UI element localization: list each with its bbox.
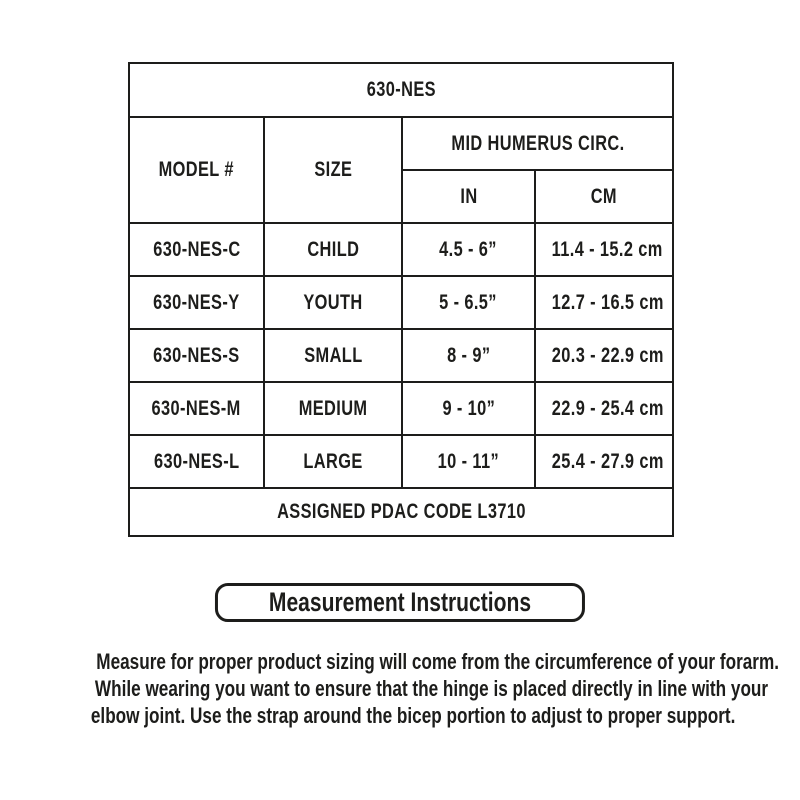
cell-cm bbox=[535, 223, 673, 276]
in-value: 10 - 11” bbox=[437, 449, 500, 473]
size-value: YOUTH bbox=[303, 290, 363, 314]
pdac-code-cell bbox=[129, 488, 673, 536]
cell-in bbox=[402, 329, 535, 382]
in-value: 9 - 10” bbox=[442, 396, 495, 420]
cm-value: 20.3 - 22.9 cm bbox=[551, 343, 664, 367]
sizing-table bbox=[128, 62, 674, 537]
instructions-paragraph bbox=[0, 648, 800, 729]
model-value: 630-NES-M bbox=[151, 396, 242, 420]
instructions-line-1: Measure for proper product sizing will come from the circumference of your forarm. bbox=[96, 649, 780, 674]
measurement-instructions-button[interactable] bbox=[215, 583, 585, 622]
cell-model bbox=[129, 223, 264, 276]
table-row bbox=[129, 329, 673, 382]
pdac-code: ASSIGNED PDAC CODE L3710 bbox=[276, 500, 526, 523]
cm-value: 11.4 - 15.2 cm bbox=[551, 237, 663, 261]
cm-value: 12.7 - 16.5 cm bbox=[551, 290, 664, 314]
table-row bbox=[129, 435, 673, 488]
size-value: CHILD bbox=[306, 237, 359, 261]
model-value: 630-NES-L bbox=[153, 449, 240, 473]
cell-size bbox=[264, 329, 402, 382]
cell-size bbox=[264, 382, 402, 435]
cell-in bbox=[402, 276, 535, 329]
model-value: 630-NES-C bbox=[152, 237, 241, 261]
cell-in bbox=[402, 435, 535, 488]
sizing-table-container bbox=[128, 62, 672, 537]
header-mid-humerus-circ: MID HUMERUS CIRC. bbox=[450, 131, 625, 155]
in-value: 4.5 - 6” bbox=[439, 237, 498, 261]
cm-value: 22.9 - 25.4 cm bbox=[551, 396, 664, 420]
size-value: SMALL bbox=[303, 343, 363, 367]
cell-size bbox=[264, 435, 402, 488]
instructions-line-3: elbow joint. Use the strap around the bicep portion to adjust to proper support. bbox=[90, 703, 736, 728]
cell-model bbox=[129, 329, 264, 382]
header-in-cell bbox=[402, 170, 535, 223]
instructions-line-2: While wearing you want to ensure that the hinge is placed directly in line with your bbox=[94, 676, 769, 701]
header-cm: CM bbox=[590, 184, 618, 208]
table-row bbox=[129, 382, 673, 435]
size-value: MEDIUM bbox=[298, 396, 368, 420]
cell-cm bbox=[535, 329, 673, 382]
table-row bbox=[129, 276, 673, 329]
cell-cm bbox=[535, 435, 673, 488]
table-title-cell bbox=[129, 63, 673, 117]
cell-model bbox=[129, 382, 264, 435]
header-in: IN bbox=[459, 184, 478, 208]
table-title: 630-NES bbox=[366, 78, 436, 101]
cell-in bbox=[402, 382, 535, 435]
model-value: 630-NES-Y bbox=[153, 290, 240, 314]
header-size-cell bbox=[264, 117, 402, 223]
cm-value: 25.4 - 27.9 cm bbox=[551, 449, 664, 473]
header-group-cell bbox=[402, 117, 673, 170]
table-row bbox=[129, 223, 673, 276]
cell-in bbox=[402, 223, 535, 276]
cell-cm bbox=[535, 276, 673, 329]
header-size: SIZE bbox=[314, 158, 352, 181]
cell-size bbox=[264, 223, 402, 276]
model-value: 630-NES-S bbox=[153, 343, 240, 367]
cell-size bbox=[264, 276, 402, 329]
size-value: LARGE bbox=[303, 449, 363, 473]
cell-model bbox=[129, 276, 264, 329]
header-model: MODEL # bbox=[158, 158, 235, 181]
cell-model bbox=[129, 435, 264, 488]
cell-cm bbox=[535, 382, 673, 435]
measurement-instructions-label: Measurement Instructions bbox=[268, 587, 532, 617]
header-model-cell bbox=[129, 117, 264, 223]
in-value: 8 - 9” bbox=[446, 343, 491, 367]
in-value: 5 - 6.5” bbox=[439, 290, 498, 314]
header-cm-cell bbox=[535, 170, 673, 223]
